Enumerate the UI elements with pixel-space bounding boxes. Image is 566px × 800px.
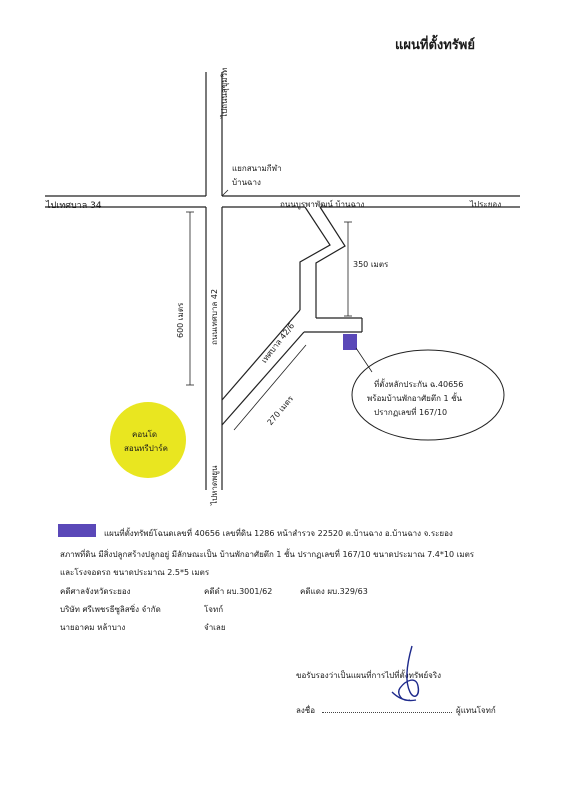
- detail-line-2: สภาพที่ดิน มีสิ่งปลูกสร้างปลูกอยู่ มีลักษณะเป็น บ้านพักอาศัยตึก 1 ชั้น ปรากฏเลขที่ 167/10 ขนาดประมาณ 7.4*10 เมตร: [60, 550, 475, 559]
- label-junction-2: บ้านฉาง: [232, 178, 261, 187]
- label-road-tessaban42: ถนนเทศบาล 42: [210, 288, 219, 345]
- label-to-hat-phayun: ไปหาดพยูน: [210, 465, 219, 505]
- callout-line-3: ปรากฏเลขที่ 167/10: [374, 408, 448, 417]
- defendant-name: นายอาคม หล้าบาง: [60, 623, 126, 632]
- callout-line-2: พร้อมบ้านพักอาศัยตึก 1 ชั้น: [367, 394, 462, 403]
- handwritten-signature: [380, 640, 450, 720]
- property-marker: [343, 334, 357, 350]
- road-curve-inner: [316, 207, 345, 318]
- legend-text: แผนที่ตั้งทรัพย์โฉนดเลขที่ 40656 เลขที่ดิน 1286 หน้าสำรวจ 22520 ต.บ้านฉาง อ.บ้านฉาง จ.ระยอง: [104, 529, 453, 538]
- sign-role: ผู้แทนโจทก์: [456, 706, 496, 715]
- callout-pointer: [356, 348, 372, 372]
- defendant-role: จำเลย: [204, 623, 226, 632]
- road-soi-lower: [222, 332, 304, 425]
- label-dist-600: 600 เมตร: [176, 302, 185, 338]
- label-to-rayong: ไประยอง: [470, 200, 502, 209]
- certify-text: ขอรับรองว่าเป็นแผนที่การไปที่ตั้งทรัพย์จริง: [296, 671, 442, 680]
- junction-pointer: [222, 190, 228, 196]
- sign-label: ลงชื่อ: [296, 706, 316, 715]
- callout-line-1: ที่ตั้งหลักประกัน ฉ.40656: [374, 380, 464, 389]
- label-road-main: ถนนบูรพาพัฒน์ บ้านฉาง: [280, 200, 365, 209]
- label-road-4216: เทศบาล 42/6: [259, 321, 297, 365]
- label-condo-1: คอนโด: [132, 430, 158, 439]
- label-junction: แยกสนามกีฬา: [232, 164, 282, 173]
- plaintiff-role: โจทก์: [204, 605, 224, 614]
- black-case: คดีดำ ผบ.3001/62: [204, 587, 273, 596]
- label-to-sukhumvit: ไปถนนสุขุมวิท: [220, 67, 229, 118]
- page-title: แผนที่ตั้งทรัพย์: [395, 38, 475, 53]
- plaintiff-name: บริษัท ศรีเพชรธีซูลิสซิ่ง จำกัด: [60, 605, 161, 614]
- label-condo-2: สอนทรีปาร์ค: [124, 444, 168, 453]
- label-dist-270: 270 เมตร: [265, 394, 296, 428]
- red-case: คดีแดง ผบ.329/63: [300, 587, 368, 596]
- label-to-tessaban34: ไปเทศบาล 34: [46, 201, 102, 211]
- court-name: คดีศาลจังหวัดระยอง: [60, 587, 131, 596]
- label-dist-350: 350 เมตร: [353, 260, 389, 269]
- detail-line-3: และโรงจอดรถ ขนาดประมาณ 2.5*5 เมตร: [60, 568, 210, 577]
- legend-swatch: [58, 524, 96, 537]
- road-curve-outer: [300, 207, 330, 310]
